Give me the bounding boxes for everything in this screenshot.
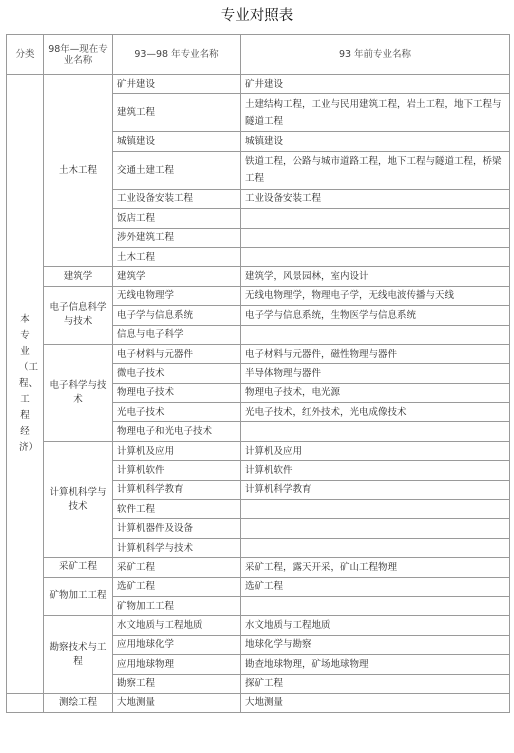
- name-9398-cell: 土木工程: [113, 247, 241, 266]
- header-pre93-name: 93 年前专业名称: [241, 35, 510, 75]
- name-9398-cell: 物理电子技术: [113, 383, 241, 402]
- name-9398-cell: 选矿工程: [113, 577, 241, 596]
- name-9398-cell: 水文地质与工程地质: [113, 616, 241, 635]
- name-pre93-cell: [241, 247, 510, 266]
- table-row: [7, 75, 510, 94]
- category-cell: [7, 75, 44, 694]
- header-9398-name: 93—98 年专业名称: [113, 35, 241, 75]
- category-label: 本专业（工程、工程经济）: [19, 313, 39, 453]
- page-title: 专业对照表: [220, 8, 294, 24]
- name-pre93-cell: 矿井建设: [241, 75, 510, 94]
- name-9398-cell: 饭店工程: [113, 209, 241, 228]
- name-9398-cell: 计算机科学与技术: [113, 538, 241, 557]
- name-pre93-cell: 选矿工程: [241, 577, 510, 596]
- name-pre93-cell: 城镇建设: [241, 132, 510, 151]
- name-pre93-cell: [241, 519, 510, 538]
- name-pre93-cell: 无线电物理学，物理电子学，无线电波传播与天线: [241, 286, 510, 305]
- name-pre93-cell: [241, 228, 510, 247]
- header-row: [7, 35, 510, 75]
- table-row: [7, 616, 510, 635]
- name-pre93-cell: [241, 209, 510, 228]
- name-pre93-cell: 电子材料与元器件，磁性物理与器件: [241, 344, 510, 363]
- name-pre93-cell: 土建结构工程，工业与民用建筑工程，岩土工程，地下工程与隧道工程: [241, 94, 510, 132]
- group-name-cell: 采矿工程: [44, 558, 113, 577]
- name-pre93-cell: 计算机科学教育: [241, 480, 510, 499]
- header-category: 分类: [7, 35, 44, 75]
- group-name-cell: 土木工程: [44, 75, 113, 267]
- name-pre93-cell: 物理电子技术，电光源: [241, 383, 510, 402]
- name-9398-cell: 计算机科学教育: [113, 480, 241, 499]
- name-9398-cell: 矿井建设: [113, 75, 241, 94]
- name-pre93-cell: [241, 500, 510, 519]
- name-pre93-cell: 电子学与信息系统，生物医学与信息系统: [241, 306, 510, 325]
- name-9398-cell: 计算机软件: [113, 461, 241, 480]
- name-9398-cell: 应用地球化学: [113, 635, 241, 654]
- name-9398-cell: 采矿工程: [113, 558, 241, 577]
- name-pre93-cell: 半导体物理与器件: [241, 364, 510, 383]
- name-pre93-cell: 大地测量: [241, 693, 510, 712]
- name-pre93-cell: 勘查地球物理，矿场地球物理: [241, 655, 510, 674]
- name-pre93-cell: 建筑学，风景园林，室内设计: [241, 267, 510, 286]
- name-pre93-cell: 计算机软件: [241, 461, 510, 480]
- table-row: [7, 558, 510, 577]
- name-9398-cell: 交通土建工程: [113, 151, 241, 189]
- name-pre93-cell: 地球化学与勘察: [241, 635, 510, 654]
- name-pre93-cell: [241, 422, 510, 441]
- name-9398-cell: 计算机及应用: [113, 441, 241, 460]
- name-9398-cell: 信息与电子科学: [113, 325, 241, 344]
- name-pre93-cell: [241, 325, 510, 344]
- table-row: [7, 286, 510, 305]
- name-9398-cell: 建筑工程: [113, 94, 241, 132]
- name-9398-cell: 物理电子和光电子技术: [113, 422, 241, 441]
- table-row: [7, 693, 510, 712]
- name-9398-cell: 电子学与信息系统: [113, 306, 241, 325]
- name-9398-cell: 微电子技术: [113, 364, 241, 383]
- name-pre93-cell: 光电子技术，红外技术，光电成像技术: [241, 403, 510, 422]
- name-pre93-cell: 采矿工程，露天开采，矿山工程物理: [241, 558, 510, 577]
- name-9398-cell: 大地测量: [113, 693, 241, 712]
- table-row: [7, 344, 510, 363]
- group-name-cell: 电子信息科学与技术: [44, 286, 113, 344]
- name-9398-cell: 工业设备安装工程: [113, 189, 241, 208]
- name-9398-cell: 涉外建筑工程: [113, 228, 241, 247]
- name-pre93-cell: 铁道工程，公路与城市道路工程，地下工程与隧道工程，桥梁工程: [241, 151, 510, 189]
- name-pre93-cell: [241, 538, 510, 557]
- table-row: [7, 441, 510, 460]
- name-9398-cell: 计算机器件及设备: [113, 519, 241, 538]
- name-9398-cell: 城镇建设: [113, 132, 241, 151]
- name-9398-cell: 光电子技术: [113, 403, 241, 422]
- name-9398-cell: 应用地球物理: [113, 655, 241, 674]
- name-9398-cell: 矿物加工工程: [113, 596, 241, 615]
- major-comparison-table: [6, 34, 510, 713]
- group-name-cell: 计算机科学与技术: [44, 441, 113, 557]
- name-pre93-cell: 工业设备安装工程: [241, 189, 510, 208]
- name-9398-cell: 软件工程: [113, 500, 241, 519]
- name-pre93-cell: [241, 596, 510, 615]
- name-pre93-cell: 计算机及应用: [241, 441, 510, 460]
- name-9398-cell: 勘察工程: [113, 674, 241, 693]
- group-name-cell: 电子科学与技术: [44, 344, 113, 441]
- group-name-cell: 矿物加工工程: [44, 577, 113, 616]
- table-row: [7, 267, 510, 286]
- name-9398-cell: 无线电物理学: [113, 286, 241, 305]
- table-row: [7, 577, 510, 596]
- header-current-name: 98年—现在专业名称: [44, 35, 113, 75]
- name-9398-cell: 建筑学: [113, 267, 241, 286]
- group-name-cell: 测绘工程: [44, 693, 113, 712]
- category-cell: [7, 693, 44, 712]
- group-name-cell: 勘察技术与工程: [44, 616, 113, 694]
- table-body: [7, 35, 510, 713]
- name-pre93-cell: 探矿工程: [241, 674, 510, 693]
- group-name-cell: 建筑学: [44, 267, 113, 286]
- name-9398-cell: 电子材料与元器件: [113, 344, 241, 363]
- name-pre93-cell: 水文地质与工程地质: [241, 616, 510, 635]
